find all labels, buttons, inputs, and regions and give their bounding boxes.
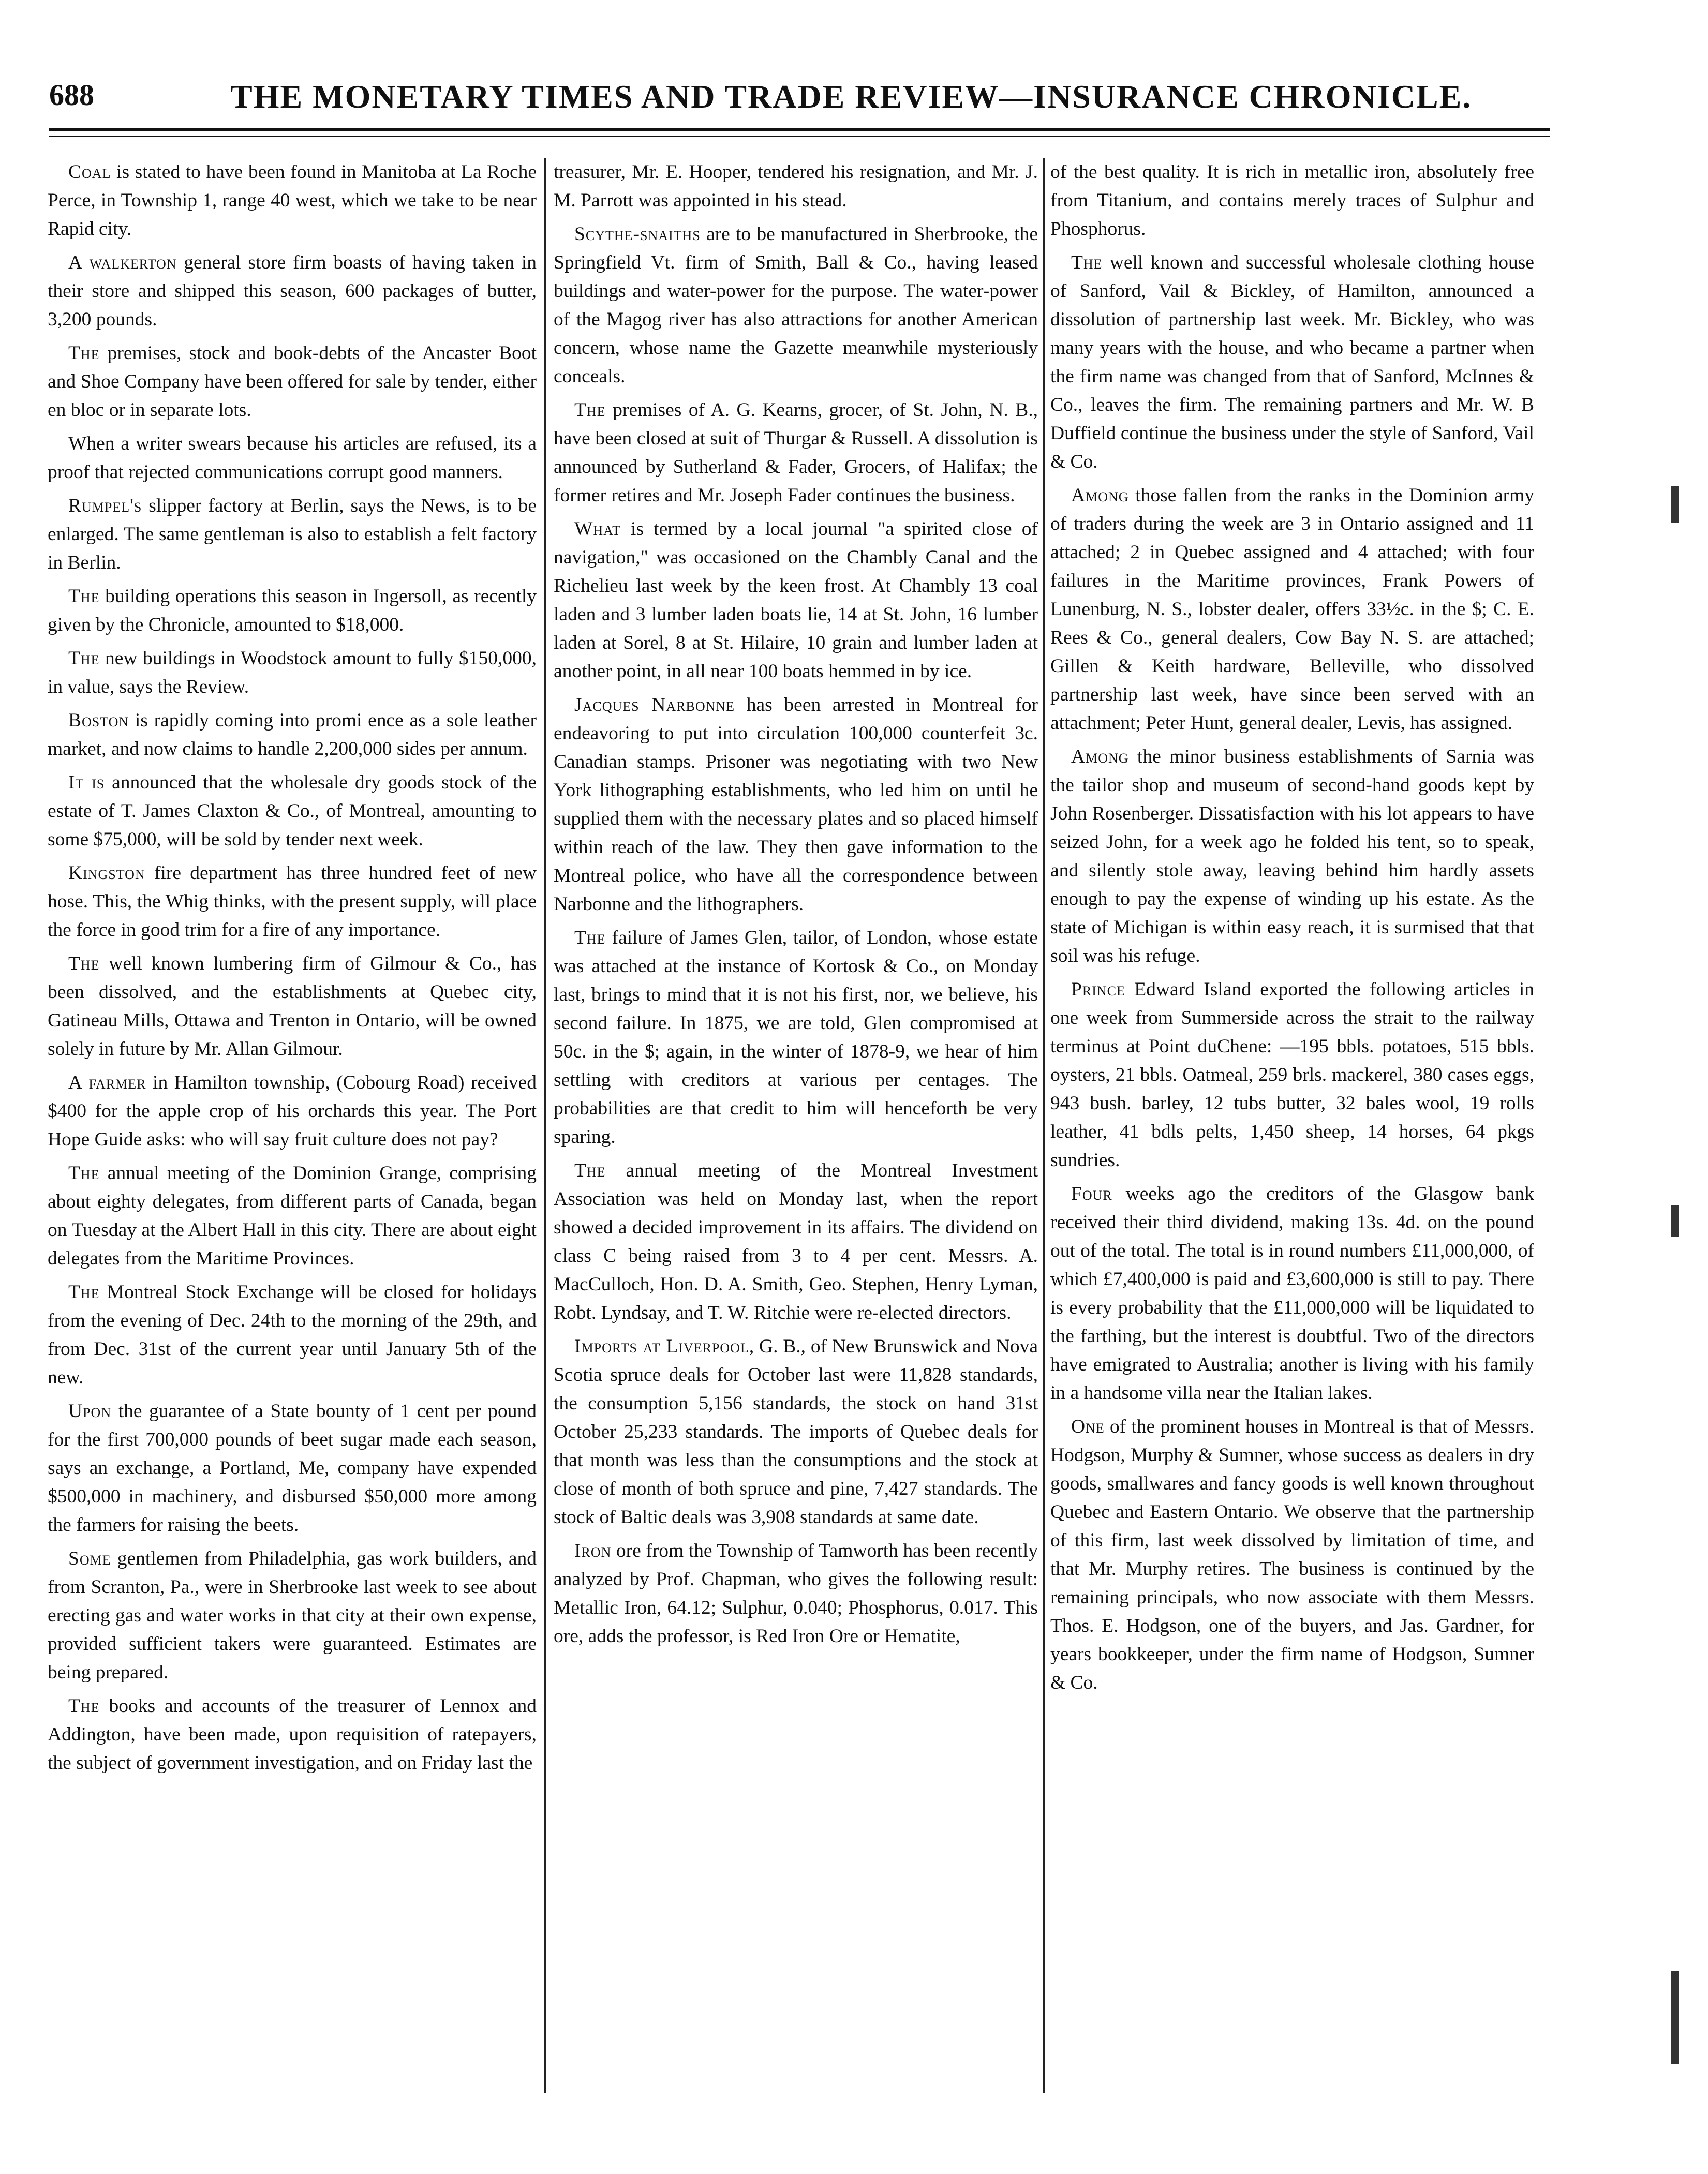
paragraph-text: new buildings in Woodstock amount to fully $150,000, in value, says the Review. [48,648,537,697]
paragraph-text: is termed by a local journal "a spirited close of navigation," was occasioned on the Chambly Canal and the Richelieu last week by the keen frost. At Chambly 13 coal laden and 3 lumber laden boats lie, 14 at St. John, 16 lumber laden at Sorel, 8 at St. Hilaire, 10 grain and lumber laden at another point, in all near 100 boats hemmed in by ice. [554,518,1038,682]
paragraph-text: is stated to have been found in Manitoba at La Roche Perce, in Township 1, range 40 west, which we take to be near Rapid city. [48,161,537,240]
paragraph-text: those fallen from the ranks in the Dominion army of traders during the week are 3 in Ontario assigned and 11 attached; 2 in Quebec assigned and 4 attached; with four failures in the Maritime provinces, Frank Powers of Lunenburg, N. S., lobster dealer, offers 33½c. in the $; C. E. Rees & Co., general dealers, Cow Bay N. S. are attached; Gillen & Keith hardware, Belleville, who dissolved partnership last week, have since been served with an attachment; Peter Hunt, general dealer, Levis, has assigned. [1050,485,1534,734]
paragraph-text: gentlemen from Philadelphia, gas work builders, and from Scranton, Pa., were in Sherbrooke last week to see about erecting gas and water works in that city at their own expense, provided sufficient takers were guaranteed. Estimates are being prepared. [48,1548,537,1683]
paragraph-lead: Among [1071,746,1129,767]
header-rule-thin [49,136,1550,137]
article-paragraph [554,1156,1038,1327]
article-paragraph [1050,975,1534,1174]
scan-edge-mark [1671,1971,1679,2064]
paragraph-lead: The [574,399,606,421]
column-2 [554,158,1038,2093]
article-paragraph [1050,158,1534,243]
column-1 [48,158,537,2093]
paragraph-text: annual meeting of the Montreal Investment Association was held on Monday last, when the report showed a decided improvement in its affairs. The dividend on class C being raised from 3 to 4 per cent. Messrs. A. MacCulloch, Hon. D. A. Smith, Geo. Stephen, Henry Lyman, Robt. Lyndsay, and T. W. Ritchie were re-elected directors. [554,1160,1038,1323]
article-paragraph [554,220,1038,391]
paragraph-text: When a writer swears because his articles are refused, its a proof that rejected communications corrupt good manners. [48,433,537,483]
scan-edge-mark [1671,1205,1679,1237]
article-paragraph [48,1068,537,1154]
article-paragraph [48,1692,537,1777]
paragraph-lead: The [68,1282,100,1303]
paragraph-text: the guarantee of a State bounty of 1 cent per pound for the first 700,000 pounds of beet sugar made each season, says an exchange, a Portland, Me, company have expended $500,000 in machinery, and disbursed $50,000 more among the farmers for raising the beets. [48,1401,537,1536]
paragraph-text: of the prominent houses in Montreal is that of Messrs. Hodgson, Murphy & Sumner, whose success as dealers in dry goods, smallwares and fancy goods is well known throughout Quebec and Eastern Ontario. We observe that the partnership of this firm, last week dissolved by limitation of time, and that Mr. Murphy retires. The business is continued by the remaining principals, who now associate with them Messrs. Thos. E. Hodgson, one of the buyers, and Jas. Gardner, for years bookkeeper, under the firm name of Hodgson, Sumner & Co. [1050,1416,1534,1693]
article-paragraph [554,691,1038,918]
paragraph-text: failure of James Glen, tailor, of London, whose estate was attached at the instance of Kortosk & Co., on Monday last, brings to mind that it is not his first, nor, we believe, his second failure. In 1875, we are told, Glen compromised at 50c. in the $; again, in the winter of 1878-9, we hear of him settling with creditors at various per centages. The probabilities are that credit to him will henceforth be very sparing. [554,927,1038,1148]
article-paragraph [48,768,537,854]
article-paragraph [48,339,537,424]
paragraph-lead: The [68,648,100,669]
paragraph-text: treasurer, Mr. E. Hooper, tendered his resignation, and Mr. J. M. Parrott was appointed in his stead. [554,161,1038,211]
column-3 [1050,158,1534,2093]
paragraph-lead: Rumpel's [68,495,142,516]
paragraph-lead: The [574,927,606,948]
paragraph-lead: Coal [68,161,111,183]
paragraph-text: in Hamilton township, (Cobourg Road) received $400 for the apple crop of his orchards this year. The Port Hope Guide asks: who will say fruit culture does not pay? [48,1072,537,1150]
paragraph-lead: One [1071,1416,1105,1437]
paragraph-lead: Four [1071,1183,1112,1204]
paragraph-text: well known and successful wholesale clothing house of Sanford, Vail & Bickley, of Hamilton, announced a dissolution of partnership last week. Mr. Bickley, who was many years with the house, and who became a partner when the firm name was changed from that of Sanford, McInnes & Co., leaves the firm. The remaining partners and Mr. W. B Duffield continue the business under the style of Sanford, Vail & Co. [1050,252,1534,472]
article-paragraph [554,158,1038,215]
paragraph-lead: It is [68,772,105,793]
paragraph-text: has been arrested in Montreal for endeavoring to put into circulation 100,000 counterfeit 3c. Canadian stamps. Prisoner was negotiating with two New York lithographing establishments, who led him on until he supplied them with the necessary plates and so placed himself within reach of the law. They then gave information to the Montreal police, who have all the correspondence between Narbonne and the lithographers. [554,694,1038,915]
scan-edge-mark [1671,486,1679,523]
paragraph-lead: What [574,518,621,540]
header-rule-thick [49,128,1550,131]
paragraph-lead: The [574,1160,606,1181]
column-divider-2 [1043,158,1045,2093]
paragraph-text: of the best quality. It is rich in metallic iron, absolutely free from Titanium, and contains merely traces of Sulphur and Phosphorus. [1050,161,1534,240]
article-paragraph [48,158,537,243]
paragraph-lead: Iron [574,1540,612,1561]
paragraph-text: Edward Island exported the following articles in one week from Summerside across the strait to the railway terminus at Point duChene: —195 bbls. potatoes, 515 bbls. oysters, 21 bbls. Oatmeal, 259 brls. mackerel, 380 cases eggs, 943 bush. barley, 12 tubs butter, 32 bales wool, 19 rolls leather, 41 bdls pelts, 1,450 sheep, 14 horses, 64 pkgs sundries. [1050,979,1534,1171]
article-paragraph [48,1544,537,1687]
article-paragraph [554,396,1038,510]
paragraph-lead: The [68,953,100,974]
article-paragraph [48,429,537,486]
article-paragraph [48,248,537,334]
paragraph-text: books and accounts of the treasurer of Lennox and Addington, have been made, upon requisition of ratepayers, the subject of government investigation, and on Friday last the [48,1695,537,1774]
paragraph-text: premises, stock and book-debts of the Ancaster Boot and Shoe Company have been offered for sale by tender, either en bloc or in separate lots. [48,343,537,421]
article-paragraph [48,1397,537,1539]
article-paragraph [554,515,1038,686]
article-paragraph [1050,481,1534,737]
paragraph-lead: The [68,343,100,364]
article-paragraph [48,859,537,944]
paragraph-lead: Imports at Liverpool [574,1336,749,1357]
paragraph-lead: The [68,586,100,607]
column-divider-1 [544,158,546,2093]
paragraph-lead: A walkerton [68,252,177,273]
paragraph-text: premises of A. G. Kearns, grocer, of St. John, N. B., have been closed at suit of Thurgar & Russell. A dissolution is announced by Sutherland & Fader, Grocers, of Halifax; the former retires and Mr. Joseph Fader continues the business. [554,399,1038,506]
paragraph-text: , G. B., of New Brunswick and Nova Scotia spruce deals for October last were 11,828 standards, the consumption 5,156 standards, the stock on hand 31st October 25,233 standards. The imports of Quebec deals for that month was less than the consumptions and the stock at close of month of both spruce and pine, 7,427 standards. The stock of Baltic deals was 3,908 standards at same date. [554,1336,1038,1528]
paragraph-lead: Some [68,1548,111,1569]
article-paragraph [1050,1180,1534,1407]
paragraph-text: weeks ago the creditors of the Glasgow bank received their third dividend, making 13s. 4d. on the pound out of the total. The total is in round numbers £11,000,000, of which £7,400,000 is paid and £3,600,000 is still to pay. There is every probability that the £11,000,000 will be liquidated to the farthing, but the interest is doubtful. Two of the directors have emigrated to Australia; another is living with his family in a handsome villa near the Italian lakes. [1050,1183,1534,1404]
paragraph-lead: The [68,1695,100,1717]
paragraph-text: are to be manufactured in Sherbrooke, the Springfield Vt. firm of Smith, Ball & Co., having leased buildings and water-power for the purpose. The water-power of the Magog river has also attractions for another American concern, whose name the Gazette meanwhile mysteriously conceals. [554,224,1038,387]
page-number: 688 [49,78,94,112]
paragraph-text: fire department has three hundred feet of new hose. This, the Whig thinks, with the present supply, will place the force in good trim for a fire of any importance. [48,862,537,941]
paragraph-lead: A farmer [68,1072,146,1093]
page-header [49,78,1658,135]
article-paragraph [1050,1412,1534,1697]
article-paragraph [48,1159,537,1273]
article-paragraph [48,706,537,763]
article-paragraph [1050,742,1534,970]
paragraph-lead: Jacques Narbonne [574,694,735,716]
article-paragraph [48,492,537,577]
article-paragraph [554,1332,1038,1531]
paragraph-text: is rapidly coming into promi ence as a sole leather market, and now claims to handle 2,200,000 sides per annum. [48,710,537,760]
paragraph-text: building operations this season in Ingersoll, as recently given by the Chronicle, amounted to $18,000. [48,586,537,635]
article-paragraph [48,644,537,701]
paragraph-text: general store firm boasts of having taken in their store and shipped this season, 600 packages of butter, 3,200 pounds. [48,252,537,330]
paragraph-text: slipper factory at Berlin, says the News, is to be enlarged. The same gentleman is also to establish a felt factory in Berlin. [48,495,537,573]
article-paragraph [48,1278,537,1392]
paragraph-lead: The [1071,252,1103,273]
article-paragraph [554,1537,1038,1650]
paragraph-text: ore from the Township of Tamworth has been recently analyzed by Prof. Chapman, who gives the following result: Metallic Iron, 64.12; Sulphur, 0.040; Phosphorus, 0.017. This ore, adds the professor, is Red Iron Ore or Hematite, [554,1540,1038,1647]
paragraph-text: annual meeting of the Dominion Grange, comprising about eighty delegates, from different parts of Canada, began on Tuesday at the Albert Hall in this city. There are about eight delegates from the Maritime Provinces. [48,1163,537,1269]
article-paragraph [48,582,537,639]
paragraph-text: well known lumbering firm of Gilmour & Co., has been dissolved, and the establishments at Quebec city, Gatineau Mills, Ottawa and Trenton in Ontario, will be owned solely in future by Mr. Allan Gilmour. [48,953,537,1060]
paragraph-lead: Among [1071,485,1129,506]
paragraph-lead: Upon [68,1401,112,1422]
article-paragraph [554,924,1038,1151]
paragraph-lead: The [68,1163,100,1184]
masthead-title: THE MONETARY TIMES AND TRADE REVIEW—INSURANCE CHRONICLE. [230,78,1472,115]
paragraph-text: Montreal Stock Exchange will be closed for holidays from the evening of Dec. 24th to the morning of the 29th, and from Dec. 31st of the current year until January 5th of the new. [48,1282,537,1388]
paragraph-lead: Boston [68,710,129,731]
paragraph-lead: Prince [1071,979,1125,1000]
paragraph-text: announced that the wholesale dry goods stock of the estate of T. James Claxton & Co., of Montreal, amounting to some $75,000, will be sold by tender next week. [48,772,537,850]
paragraph-text: the minor business establishments of Sarnia was the tailor shop and museum of second-hand goods kept by John Rosenberger. Dissatisfaction with his lot appears to have seized John, for a week ago he folded his tent, so to speak, and silently stole away, leaving behind him hardly assets enough to pay the expense of winding up his estate. As the state of Michigan is within easy reach, it is surmised that that soil was his refuge. [1050,746,1534,966]
article-paragraph [1050,248,1534,476]
paragraph-lead: Scythe-snaiths [574,224,701,245]
article-paragraph [48,949,537,1063]
paragraph-lead: Kingston [68,862,145,884]
